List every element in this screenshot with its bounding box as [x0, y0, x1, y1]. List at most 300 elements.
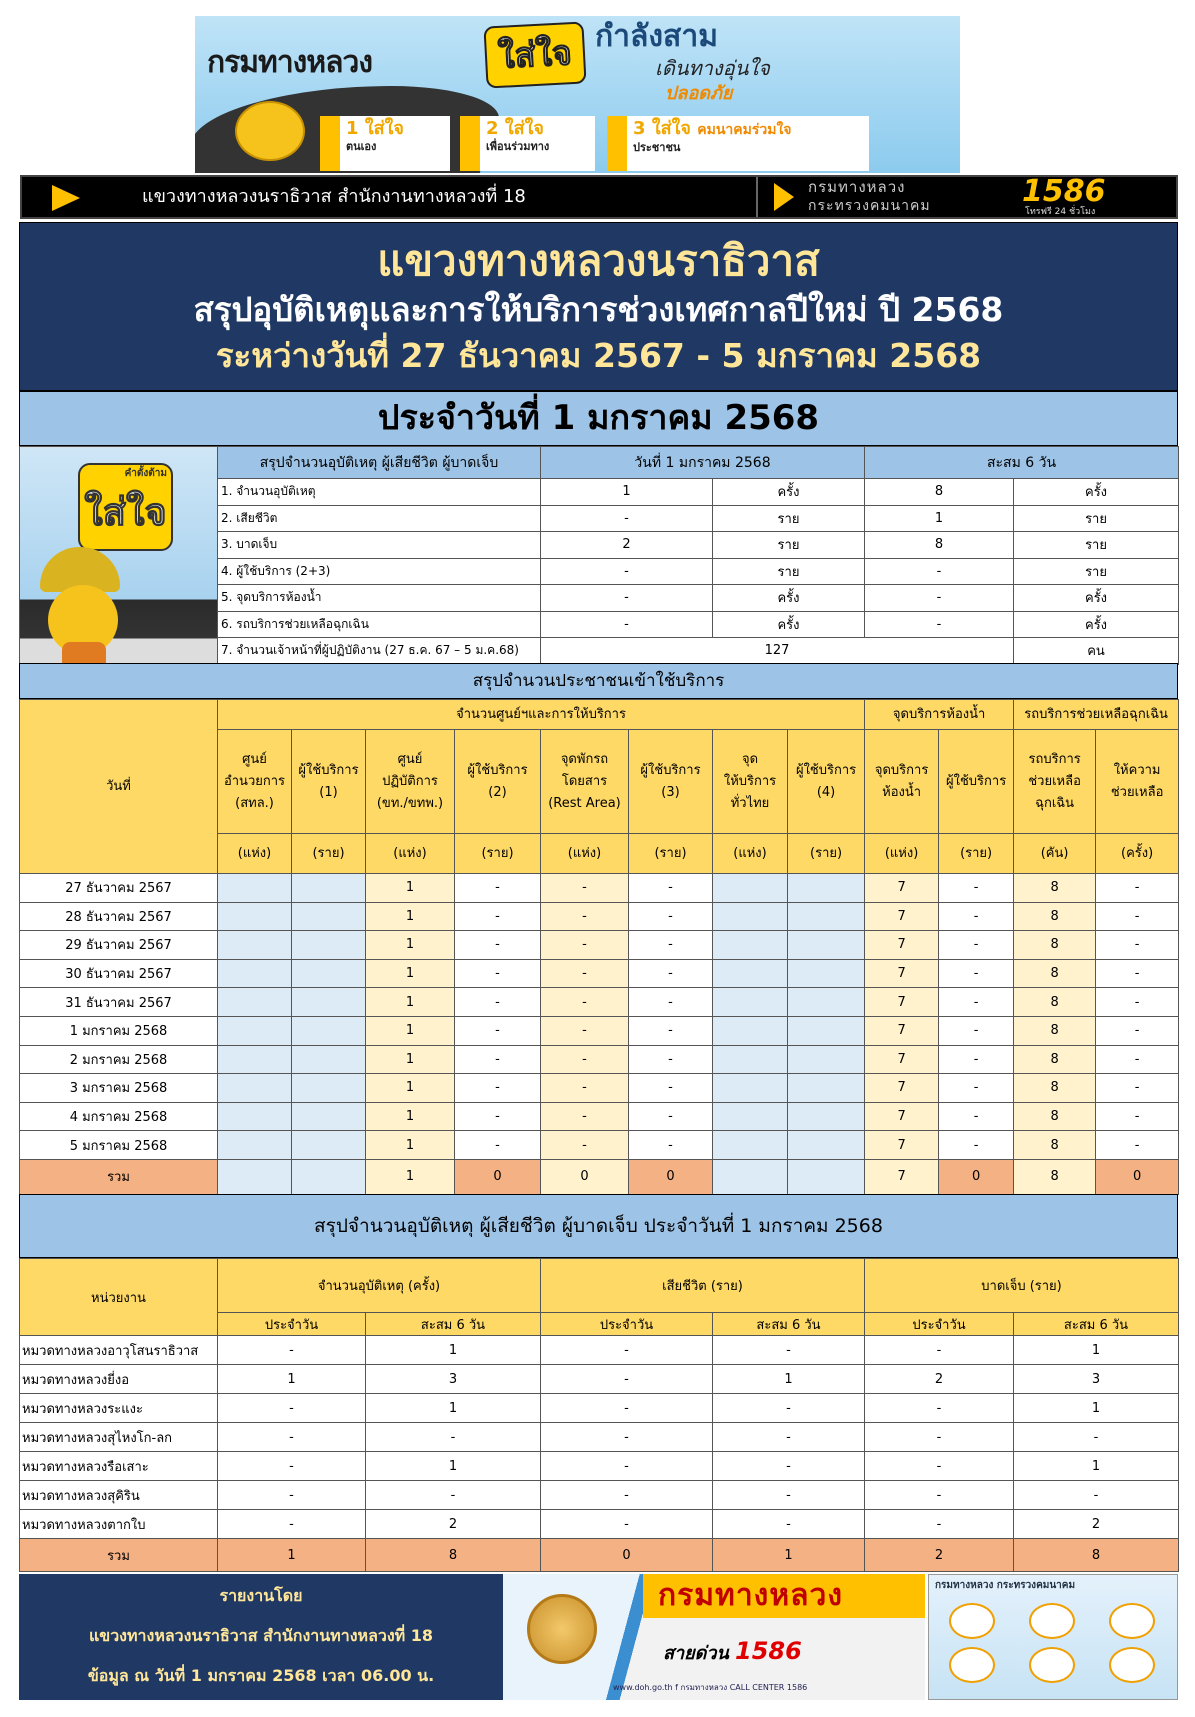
play-arrow-icon: [52, 185, 80, 211]
day-value: -: [541, 585, 713, 612]
value-cell: -: [455, 1074, 541, 1103]
total-cell: 8: [1014, 1539, 1179, 1572]
column-label-line: ผู้ใช้บริการ: [298, 762, 359, 778]
total-row: [20, 1159, 1179, 1194]
group-header: รถบริการช่วยเหลือฉุกเฉิน: [1014, 700, 1179, 730]
total-cell: [218, 1159, 292, 1194]
total-cell: 8: [1014, 1159, 1096, 1194]
value-cell: [292, 874, 366, 903]
column-header: ประจำวัน: [218, 1313, 366, 1336]
row-label: 5. จุดบริการห้องน้ำ: [218, 585, 541, 612]
column-unit: (คัน): [1014, 834, 1096, 874]
value-cell: 1: [366, 1452, 541, 1481]
slogan-3: ปลอดภัย: [665, 83, 733, 104]
column-label-line: (สทล.): [235, 795, 274, 811]
value-cell: -: [939, 931, 1014, 960]
value-cell: 7: [865, 988, 939, 1017]
total-label: รวม: [20, 1159, 218, 1194]
column-label-line: ปฏิบัติการ: [382, 773, 438, 789]
value-cell: [788, 988, 865, 1017]
value-cell: 2: [1014, 1510, 1179, 1539]
value-cell: 7: [865, 902, 939, 931]
contact-links[interactable]: www.doh.go.th f กรมทางหลวง CALL CENTER 1586: [613, 1683, 808, 1692]
value-cell: -: [713, 1481, 865, 1510]
column-label-line: จุดบริการ: [874, 762, 929, 778]
value-cell: 2: [366, 1510, 541, 1539]
column-header: สรุปจำนวนอุบัติเหตุ ผู้เสียชีวิต ผู้บาดเจ็บ: [218, 447, 541, 479]
value-cell: -: [541, 1365, 713, 1394]
doh-logo-text: กรมทางหลวง: [207, 45, 372, 80]
value-cell: 1: [366, 902, 455, 931]
value-cell: -: [1014, 1423, 1179, 1452]
value-cell: -: [455, 1131, 541, 1160]
total-row: [20, 1539, 1179, 1572]
value-cell: -: [541, 1016, 629, 1045]
value-cell: 8: [1014, 931, 1096, 960]
date-cell: 27 ธันวาคม 2567: [20, 874, 218, 903]
unit: ราย: [1014, 532, 1179, 559]
value-cell: 7: [865, 1045, 939, 1074]
poster-icon: [1109, 1647, 1155, 1683]
value-cell: -: [541, 1452, 713, 1481]
value-cell: 8: [1014, 959, 1096, 988]
column-header: [1014, 730, 1096, 834]
value-cell: 7: [865, 1131, 939, 1160]
total-cell: 1: [366, 1159, 455, 1194]
value-cell: [218, 1131, 292, 1160]
service-row: [20, 874, 1179, 903]
column-unit: (ราย): [939, 834, 1014, 874]
column-unit: (ราย): [629, 834, 713, 874]
value-cell: 8: [1014, 1045, 1096, 1074]
value-cell: 7: [865, 1016, 939, 1045]
value-cell: -: [455, 931, 541, 960]
cumulative-value: -: [865, 585, 1014, 612]
column-label-line: ศูนย์: [397, 751, 423, 767]
value-cell: -: [366, 1423, 541, 1452]
accident-by-unit-table: [19, 1258, 1179, 1572]
value-cell: 1: [366, 959, 455, 988]
value-cell: 1: [366, 1016, 455, 1045]
hotline-note: โทรฟรี 24 ชั่วโมง: [1025, 207, 1096, 217]
value-cell: 1: [366, 1045, 455, 1074]
unit: ราย: [713, 505, 865, 532]
unit: ครั้ง: [1014, 611, 1179, 638]
cumulative-value: 8: [865, 532, 1014, 559]
column-label-line: ผู้ใช้บริการ: [640, 762, 701, 778]
service-row: [20, 931, 1179, 960]
value-cell: 1: [218, 1365, 366, 1394]
value-cell: 1: [1014, 1336, 1179, 1365]
column-header: ประจำวัน: [541, 1313, 713, 1336]
report-period: ระหว่างวันที่ 27 ธันวาคม 2567 - 5 มกราคม 2568: [215, 336, 982, 375]
value-cell: [218, 988, 292, 1017]
value-cell: -: [1096, 959, 1179, 988]
column-unit: (ราย): [788, 834, 865, 874]
value-cell: -: [218, 1510, 366, 1539]
value-cell: [218, 874, 292, 903]
unit: คน: [1014, 638, 1179, 665]
value-cell: [788, 1131, 865, 1160]
value-cell: -: [939, 1131, 1014, 1160]
value-cell: -: [455, 1016, 541, 1045]
unit-name: หมวดทางหลวงยี่งอ: [20, 1365, 218, 1394]
column-header: [366, 730, 455, 834]
value-cell: [788, 931, 865, 960]
value-cell: 1: [1014, 1452, 1179, 1481]
value-cell: [788, 959, 865, 988]
day-value: -: [541, 611, 713, 638]
column-unit: (แห่ง): [366, 834, 455, 874]
unit-header: หน่วยงาน: [20, 1259, 218, 1336]
value-cell: -: [939, 874, 1014, 903]
divider: [756, 177, 758, 217]
value-cell: -: [1096, 902, 1179, 931]
column-header: [939, 730, 1014, 834]
accident-row: [20, 1423, 1179, 1452]
value-cell: 8: [1014, 1102, 1096, 1131]
value-cell: 2: [865, 1365, 1014, 1394]
date-cell: 30 ธันวาคม 2567: [20, 959, 218, 988]
value-cell: 1: [366, 988, 455, 1017]
accident-row: [20, 1336, 1179, 1365]
doh-hotline-banner: [503, 1574, 925, 1700]
column-label-line: (1): [319, 784, 338, 800]
date-cell: 28 ธันวาคม 2567: [20, 902, 218, 931]
value-cell: -: [455, 1045, 541, 1074]
value-cell: -: [939, 1102, 1014, 1131]
value-cell: -: [865, 1336, 1014, 1365]
group-header: จุดบริการห้องน้ำ: [865, 700, 1014, 730]
column-header: สะสม 6 วัน: [366, 1313, 541, 1336]
value-cell: 8: [1014, 1131, 1096, 1160]
cumulative-value: -: [865, 611, 1014, 638]
column-label-line: รถบริการ: [1028, 751, 1081, 767]
column-label-line: ผู้ใช้บริการ: [467, 762, 528, 778]
total-cell: [788, 1159, 865, 1194]
value-cell: -: [865, 1510, 1014, 1539]
value-cell: [713, 902, 788, 931]
accident-summary-table: [19, 446, 1179, 665]
value-cell: -: [1014, 1481, 1179, 1510]
accident-row: [20, 1394, 1179, 1423]
column-header: [713, 730, 788, 834]
value-cell: -: [629, 902, 713, 931]
campaign-banner: [195, 16, 960, 173]
mascot-image: [20, 447, 218, 665]
value-cell: 1: [366, 1394, 541, 1423]
value-cell: -: [455, 874, 541, 903]
service-row: [20, 988, 1179, 1017]
column-label-line: ห้องน้ำ: [882, 784, 922, 800]
value-cell: 1: [366, 1102, 455, 1131]
cumulative-value: -: [865, 558, 1014, 585]
service-section-title: สรุปจำนวนประชาชนเข้าใช้บริการ: [19, 663, 1178, 699]
value-cell: [218, 931, 292, 960]
column-unit: (ราย): [455, 834, 541, 874]
value-cell: -: [541, 1336, 713, 1365]
reported-by-label: รายงานโดย: [219, 1586, 303, 1605]
unit: ราย: [1014, 505, 1179, 532]
value-cell: [713, 959, 788, 988]
value-cell: -: [1096, 1131, 1179, 1160]
value-cell: -: [541, 1045, 629, 1074]
speech-bubble: [78, 463, 173, 551]
value-cell: 1: [366, 1074, 455, 1103]
date-cell: 5 มกราคม 2568: [20, 1131, 218, 1160]
value-cell: [713, 1045, 788, 1074]
accident-row: [20, 1510, 1179, 1539]
play-arrow-icon: [774, 183, 794, 211]
unit-name: หมวดทางหลวงรือเสาะ: [20, 1452, 218, 1481]
column-label-line: ทั่วไทย: [730, 795, 770, 811]
value-cell: -: [218, 1336, 366, 1365]
value-cell: 3: [1014, 1365, 1179, 1394]
value-cell: 8: [1014, 1074, 1096, 1103]
value-cell: -: [713, 1423, 865, 1452]
service-row: [20, 959, 1179, 988]
total-label: รวม: [20, 1539, 218, 1572]
column-label-line: ฉุกเฉิน: [1035, 795, 1075, 811]
report-footer: [19, 1574, 503, 1700]
value-cell: [292, 959, 366, 988]
value-cell: -: [218, 1394, 366, 1423]
header-row: [20, 447, 1179, 479]
group-header: จำนวนศูนย์ฯและการให้บริการ: [218, 700, 865, 730]
value-cell: -: [629, 1016, 713, 1045]
value-cell: [218, 1102, 292, 1131]
group-header: เสียชีวิต (ราย): [541, 1259, 865, 1313]
unit: ครั้ง: [1014, 585, 1179, 612]
date-cell: 4 มกราคม 2568: [20, 1102, 218, 1131]
column-label-line: (ขท./ขทพ.): [376, 795, 444, 811]
value-cell: -: [1096, 1016, 1179, 1045]
column-header: [788, 730, 865, 834]
value-cell: -: [541, 1102, 629, 1131]
value-cell: -: [713, 1336, 865, 1365]
doh-logo-text: กรมทางหลวง: [658, 1578, 843, 1613]
value-cell: [218, 902, 292, 931]
value-cell: [218, 1016, 292, 1045]
group-header-row: [20, 1259, 1179, 1313]
value-cell: 1: [366, 931, 455, 960]
value-cell: -: [865, 1452, 1014, 1481]
unit-name: หมวดทางหลวงสุไหงโก-ลก: [20, 1423, 218, 1452]
group-header: จำนวนอุบัติเหตุ (ครั้ง): [218, 1259, 541, 1313]
total-cell: [292, 1159, 366, 1194]
total-cell: 2: [865, 1539, 1014, 1572]
column-header: สะสม 6 วัน: [713, 1313, 865, 1336]
total-cell: 0: [1096, 1159, 1179, 1194]
value-cell: -: [1096, 874, 1179, 903]
staff-count: 127: [541, 638, 1014, 665]
row-label: 4. ผู้ใช้บริการ (2+3): [218, 558, 541, 585]
poster-icon: [949, 1647, 995, 1683]
value-cell: [788, 902, 865, 931]
poster-icon: [1109, 1603, 1155, 1639]
value-cell: 7: [865, 874, 939, 903]
office-bar: [20, 175, 1178, 219]
service-row: [20, 902, 1179, 931]
cumulative-value: 1: [865, 505, 1014, 532]
row-label: 6. รถบริการช่วยเหลือฉุกเฉิน: [218, 611, 541, 638]
value-cell: 8: [1014, 902, 1096, 931]
poster-icon: [1029, 1647, 1075, 1683]
value-cell: [788, 1102, 865, 1131]
row-label: 2. เสียชีวิต: [218, 505, 541, 532]
value-cell: -: [455, 959, 541, 988]
slogan-1: กำลังสาม: [595, 19, 718, 54]
unit: ครั้ง: [713, 585, 865, 612]
value-cell: [788, 1045, 865, 1074]
hotline: สายด่วน 1586: [663, 1637, 802, 1665]
column-label-line: (2): [488, 784, 507, 800]
slogan-2: เดินทางอุ่นใจ: [655, 56, 770, 80]
value-cell: 7: [865, 1074, 939, 1103]
report-date: ประจำวันที่ 1 มกราคม 2568: [19, 391, 1178, 446]
column-label-line: ช่วยเหลือ: [1110, 784, 1164, 800]
mascot-body-icon: [62, 642, 106, 664]
group-header-row: [20, 700, 1179, 730]
column-label-line: โดยสาร: [561, 773, 608, 789]
value-cell: 8: [1014, 874, 1096, 903]
hotline-number: 1586: [1022, 174, 1106, 209]
value-cell: -: [629, 988, 713, 1017]
column-header: วันที่ 1 มกราคม 2568: [541, 447, 865, 479]
unit: ราย: [1014, 558, 1179, 585]
value-cell: -: [629, 1102, 713, 1131]
unit: ราย: [713, 558, 865, 585]
cumulative-value: 8: [865, 479, 1014, 506]
value-cell: [713, 1016, 788, 1045]
value-cell: [713, 931, 788, 960]
value-cell: 1: [366, 874, 455, 903]
card-1: 1 ใส่ใจ ตนเอง: [320, 116, 450, 171]
column-label-line: ผู้ใช้บริการ: [795, 762, 857, 778]
value-cell: -: [629, 959, 713, 988]
value-cell: -: [541, 1510, 713, 1539]
accident-row: [20, 1452, 1179, 1481]
unit-name: หมวดทางหลวงอาวุโสนราธิวาส: [20, 1336, 218, 1365]
column-label-line: (Rest Area): [548, 795, 621, 811]
accident-row: [20, 1481, 1179, 1510]
column-header: สะสม 6 วัน: [1014, 1313, 1179, 1336]
data-timestamp: ข้อมูล ณ วันที่ 1 มกราคม 2568 เวลา 06.00 น.: [87, 1666, 435, 1685]
value-cell: -: [713, 1510, 865, 1539]
column-header: [218, 730, 292, 834]
column-unit: (แห่ง): [865, 834, 939, 874]
total-cell: 1: [218, 1539, 366, 1572]
value-cell: 7: [865, 931, 939, 960]
column-label-line: ช่วยเหลือ: [1028, 773, 1081, 789]
card-3: 3 ใส่ใจ คมนาคมร่วมใจ ประชาชน: [607, 116, 869, 171]
value-cell: -: [455, 902, 541, 931]
value-cell: [218, 959, 292, 988]
value-cell: 1: [366, 1131, 455, 1160]
day-value: -: [541, 558, 713, 585]
value-cell: [713, 1131, 788, 1160]
value-cell: [218, 1045, 292, 1074]
covid-poster: [928, 1574, 1178, 1700]
service-row: [20, 1074, 1179, 1103]
total-cell: 0: [629, 1159, 713, 1194]
date-cell: 31 ธันวาคม 2567: [20, 988, 218, 1017]
value-cell: -: [541, 1074, 629, 1103]
group-header: บาดเจ็บ (ราย): [865, 1259, 1179, 1313]
date-header: วันที่: [20, 700, 218, 874]
unit: ราย: [713, 532, 865, 559]
value-cell: 1: [1014, 1394, 1179, 1423]
unit-name: หมวดทางหลวงระแงะ: [20, 1394, 218, 1423]
value-cell: [292, 1016, 366, 1045]
poster-icon: [949, 1603, 995, 1639]
value-cell: -: [1096, 1074, 1179, 1103]
date-cell: 1 มกราคม 2568: [20, 1016, 218, 1045]
bubble-caption: คำตั้งต้าม: [124, 468, 167, 479]
campaign-bubble: ใส่ใจ: [483, 21, 586, 88]
value-cell: -: [541, 988, 629, 1017]
footer-office: แขวงทางหลวงนราธิวาส สำนักงานทางหลวงที่ 18: [88, 1626, 434, 1645]
value-cell: -: [541, 874, 629, 903]
value-cell: -: [455, 1102, 541, 1131]
mascot-icon: [235, 101, 305, 161]
total-cell: 0: [455, 1159, 541, 1194]
column-label-line: ให้บริการ: [723, 773, 777, 789]
value-cell: 7: [865, 959, 939, 988]
total-cell: 0: [541, 1539, 713, 1572]
value-cell: [788, 1074, 865, 1103]
value-cell: -: [541, 1131, 629, 1160]
bubble-text: ใส่ใจ: [84, 490, 167, 534]
day-value: -: [541, 505, 713, 532]
column-unit: (แห่ง): [541, 834, 629, 874]
report-title-block: [19, 222, 1178, 391]
value-cell: -: [541, 1423, 713, 1452]
service-row: [20, 1045, 1179, 1074]
value-cell: -: [455, 988, 541, 1017]
value-cell: -: [629, 1045, 713, 1074]
value-cell: 1: [713, 1365, 865, 1394]
value-cell: [788, 874, 865, 903]
column-unit: (ราย): [292, 834, 366, 874]
column-label-line: (4): [816, 784, 836, 800]
value-cell: -: [218, 1423, 366, 1452]
doh-seal-icon: [527, 1594, 597, 1664]
value-cell: [292, 902, 366, 931]
total-cell: [713, 1159, 788, 1194]
value-cell: -: [1096, 1102, 1179, 1131]
value-cell: [713, 988, 788, 1017]
day-value: 1: [541, 479, 713, 506]
value-cell: [292, 1045, 366, 1074]
value-cell: -: [1096, 988, 1179, 1017]
accident-section-title: สรุปจำนวนอุบัติเหตุ ผู้เสียชีวิต ผู้บาดเจ็บ ประจำวันที่ 1 มกราคม 2568: [19, 1194, 1178, 1258]
ministry-name: กระทรวงคมนาคม: [808, 198, 931, 214]
column-unit: (ครั้ง): [1096, 834, 1179, 874]
value-cell: -: [218, 1452, 366, 1481]
total-cell: 7: [865, 1159, 939, 1194]
value-cell: [713, 874, 788, 903]
value-cell: -: [629, 1131, 713, 1160]
total-cell: 0: [541, 1159, 629, 1194]
total-cell: 1: [713, 1539, 865, 1572]
page-title: แขวงทางหลวงนราธิวาส: [377, 236, 820, 285]
unit-name: หมวดทางหลวงสุคิริน: [20, 1481, 218, 1510]
office-name: แขวงทางหลวงนราธิวาส สำนักงานทางหลวงที่ 18: [142, 186, 526, 207]
row-label: 1. จำนวนอุบัติเหตุ: [218, 479, 541, 506]
card-2: 2 ใส่ใจ เพื่อนร่วมทาง: [460, 116, 595, 171]
value-cell: [292, 1102, 366, 1131]
